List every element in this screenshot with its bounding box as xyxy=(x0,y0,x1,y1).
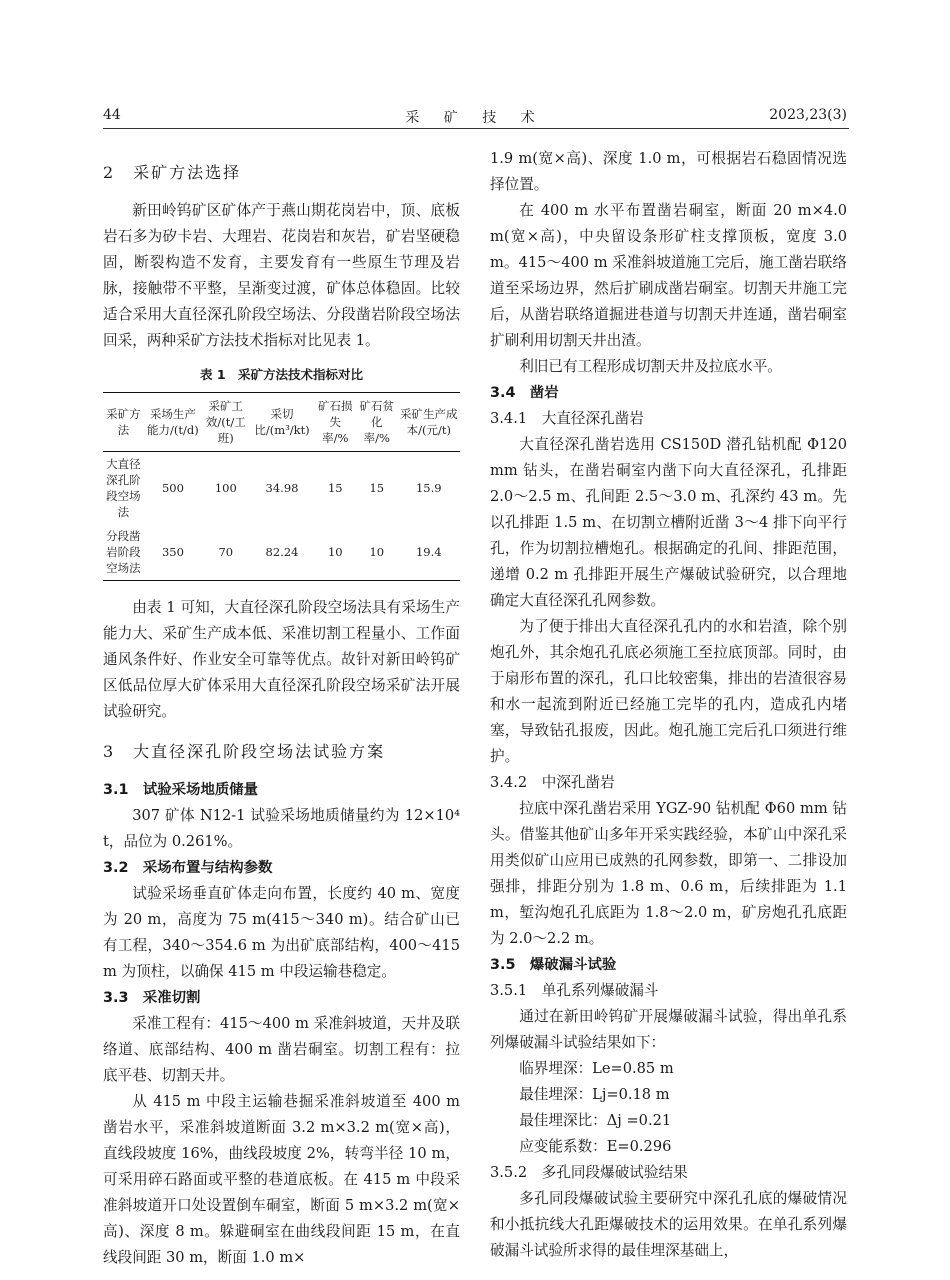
table-header-cell: 矿石损失率/% xyxy=(314,393,356,452)
formula-line: 最佳埋深：Lj=0.18 m xyxy=(519,1086,670,1103)
table-cell: 82.24 xyxy=(250,524,315,581)
table-cell: 100 xyxy=(214,481,237,495)
table-header-row xyxy=(103,393,460,452)
section-3-5-2-title: 3.5.2 多孔同段爆破试验结果 xyxy=(490,1164,688,1181)
section-3-4-title: 3.4 凿岩 xyxy=(490,385,559,401)
paragraph: 大直径深孔凿岩选用 CS150D 潜孔钻机配 Φ120 mm 钻头，在凿岩硐室内凿下向大直径深孔，孔排距 2.0～2.5 m、孔间距 2.5～3.0 m、孔深约 43 m。先以孔排距 1.5 m、在切割立槽附近凿 3～4 排下向平行孔，作为切割拉槽炮孔。根据确定的孔间、排距范围，递增 0.2 m 孔排距开展生产爆破试验研究，以合理地确定大直径深孔孔网参数。 xyxy=(490,436,847,609)
paragraph: 利旧已有工程形成切割天井及拉底水平。 xyxy=(519,358,782,375)
table-cell: 70 xyxy=(202,524,250,581)
formula-line: 临界埋深：Le=0.85 m xyxy=(519,1060,674,1077)
table-cell: 10 xyxy=(356,524,398,581)
table-cell: 分段凿岩阶段空场法 xyxy=(103,524,144,581)
paragraph: 新田岭钨矿区矿体产于燕山期花岗岩中，顶、底板岩石多为矽卡岩、大理岩、花岗岩和灰岩，矿岩坚硬稳固，断裂构造不发育，主要发育有一些原生节理及岩脉，接触带不平整，呈渐变过渡，矿体总体稳固。比较适合采用大直径深孔阶段空场法、分段凿岩阶段空场法回采，两种采矿方法技术指标对比见表 1。 xyxy=(103,202,460,349)
paragraph: 拉底中深孔凿岩采用 YGZ-90 钻机配 Φ60 mm 钻头。借鉴其他矿山多年开采实践经验，本矿山中深孔采用类似矿山应用已成熟的孔网参数，即第一、二排设加强排，排距分别为 1.8 m、0.6 m，后续排距为 1.1 m，堑沟炮孔孔底距为 1.8～2.0 m，矿房炮孔孔底距为 2.0～2.2 m。 xyxy=(490,800,847,947)
section-3-2-title: 3.2 采场布置与结构参数 xyxy=(103,860,273,876)
table-cell: 15 xyxy=(327,481,343,495)
comparison-table xyxy=(103,392,460,581)
right-column xyxy=(490,146,847,1264)
table-header-cell: 采切比/(m³/kt) xyxy=(250,393,315,452)
section-3-5-title: 3.5 爆破漏斗试验 xyxy=(490,957,617,973)
paragraph: 多孔同段爆破试验主要研究中深孔孔底的爆破情况和小抵抗线大孔距爆破技术的运用效果。在单孔系列爆破漏斗试验所求得的最佳埋深基础上， xyxy=(490,1190,847,1259)
header-rule xyxy=(103,128,849,129)
table-caption: 表 1 采矿方法技术指标对比 xyxy=(199,367,364,382)
paragraph: 由表 1 可知，大直径深孔阶段空场法具有采场生产能力大、采矿生产成本低、采准切割工程量小、工作面通风条件好、作业安全可靠等优点。故针对新田岭钨矿区低品位厚大矿体采用大直径深孔阶段空场采矿法开展试验研究。 xyxy=(103,599,460,720)
table-header-cell: 采矿方法 xyxy=(103,393,144,452)
paragraph: 307 矿体 N12-1 试验采场地质储量约为 12×10⁴ t，品位为 0.261%。 xyxy=(103,807,460,850)
table-body xyxy=(103,452,460,581)
table-cell: 大直径深孔阶段空场法 xyxy=(106,457,141,519)
table-row xyxy=(103,524,460,581)
issue-info: 2023,23(3) xyxy=(769,107,847,123)
table-cell: 10 xyxy=(314,524,356,581)
section-3-5-1-title: 3.5.1 单孔系列爆破漏斗 xyxy=(490,982,659,999)
table-cell: 15.9 xyxy=(415,481,442,495)
paragraph: 采准工程有：415～400 m 采准斜坡道，天井及联络道、底部结构、400 m 凿岩硐室。切割工程有：拉底平巷、切割天井。 xyxy=(103,1015,460,1084)
table-cell: 15 xyxy=(369,481,385,495)
paragraph: 在 400 m 水平布置凿岩硐室，断面 20 m×4.0 m(宽×高)，中央留设条形矿柱支撑顶板，宽度 3.0 m。415～400 m 采准斜坡道施工完后，施工凿岩联络道至采场边界，然后扩刷成凿岩硐室。切割天井施工完后，从凿岩联络道掘进巷道与切割天井连通，凿岩硐室扩刷利用切割天井出渣。 xyxy=(490,202,847,349)
section-3-4-1-title: 3.4.1 大直径深孔凿岩 xyxy=(490,410,644,427)
section-2-title: 2 采矿方法选择 xyxy=(103,163,242,182)
table-cell: 19.4 xyxy=(398,524,460,581)
left-column xyxy=(103,146,460,1271)
paragraph: 1.9 m(宽×高)、深度 1.0 m，可根据岩石稳固情况选择位置。 xyxy=(490,150,847,193)
journal-title: 采 矿 技 术 xyxy=(405,110,545,126)
table-header-cell: 矿石贫化率/% xyxy=(356,393,398,452)
section-3-title: 3 大直径深孔阶段空场法试验方案 xyxy=(103,742,386,761)
table-cell: 34.98 xyxy=(265,481,299,495)
paragraph: 为了便于排出大直径深孔孔内的水和岩渣，除个别炮孔外，其余炮孔孔底必须施工至拉底顶部。同时，由于扇形布置的深孔，孔口比较密集，排出的岩渣很容易和水一起流到附近已经施工完毕的孔内，造成孔内堵塞，导致钻孔报废，因此。炮孔施工完后孔口须进行维护。 xyxy=(490,618,847,765)
section-3-4-2-title: 3.4.2 中深孔凿岩 xyxy=(490,774,615,791)
formula-line: 应变能系数：E=0.296 xyxy=(519,1138,672,1155)
section-3-1-title: 3.1 试验采场地质储量 xyxy=(103,782,259,798)
paragraph: 通过在新田岭钨矿开展爆破漏斗试验，得出单孔系列爆破漏斗试验结果如下： xyxy=(490,1008,847,1051)
table-header-cell: 采矿生产成本/(元/t) xyxy=(398,393,460,452)
page-number: 44 xyxy=(103,107,121,123)
formula-line: 最佳埋深比：Δj =0.21 xyxy=(519,1112,672,1129)
section-3-3-title: 3.3 采准切割 xyxy=(103,990,201,1006)
table-row xyxy=(103,452,460,525)
table-header-cell: 采矿工效/(t/工班) xyxy=(202,393,250,452)
table-header-cell: 采场生产能力/(t/d) xyxy=(144,393,202,452)
paragraph: 试验采场垂直矿体走向布置，长度约 40 m、宽度为 20 m，高度为 75 m(415～340 m)。结合矿山已有工程，340～354.6 m 为出矿底部结构，400～415 m 为顶柱，以确保 415 m 中段运输巷稳定。 xyxy=(103,885,460,980)
paragraph: 从 415 m 中段主运输巷掘采准斜坡道至 400 m 凿岩水平，采准斜坡道断面 3.2 m×3.2 m(宽×高)，直线段坡度 16%，曲线段坡度 2%，转弯半径 10 m，可采用碎石路面或平整的巷道底板。在 415 m 中段采准斜坡道开口处设置倒车硐室，断面 5 m×3.2 m(宽×高)、深度 8 m。躲避硐室在曲线段间距 15 m，在直线段间距 30 m，断面 1.0 m× xyxy=(103,1093,460,1266)
table-cell: 350 xyxy=(144,524,202,581)
table-cell: 500 xyxy=(161,481,184,495)
